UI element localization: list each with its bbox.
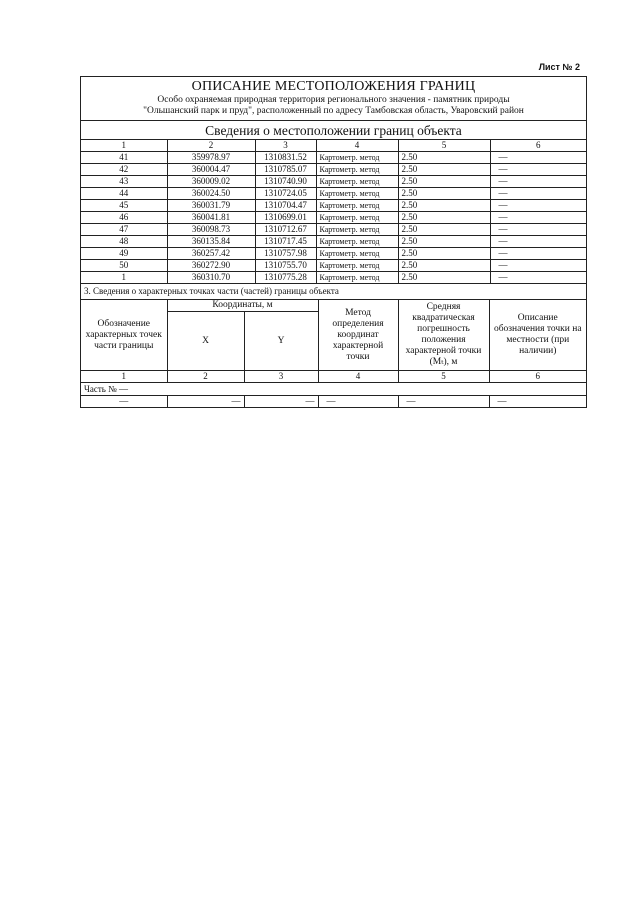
document-title: ОПИСАНИЕ МЕСТОПОЛОЖЕНИЯ ГРАНИЦ [191,79,476,94]
cell-n: 1 [81,272,167,284]
cell-error: 2.50 [398,272,490,284]
cell-y: 1310712.67 [255,224,316,236]
cell-error: 2.50 [398,224,490,236]
cell-n: 48 [81,236,167,248]
column-number: 3 [255,140,316,152]
column-number: 3 [244,371,318,383]
cell-error: 2.50 [398,188,490,200]
cell-y: 1310724.05 [255,188,316,200]
table-row [81,164,586,176]
header-method: Метод определения координат характерной точки [318,300,398,371]
part-label-row [81,383,586,396]
cell-n: 49 [81,248,167,260]
cell-error: 2.50 [398,212,490,224]
table-row [81,260,586,272]
empty-cell: — [167,396,244,408]
cell-error: 2.50 [398,164,490,176]
cell-x: 360135.84 [167,236,255,248]
title-block [81,77,586,121]
empty-cell: — [244,396,318,408]
cell-n: 46 [81,212,167,224]
cell-x: 360024.50 [167,188,255,200]
cell-error: 2.50 [398,236,490,248]
cell-n: 47 [81,224,167,236]
header-y: Y [244,312,318,371]
cell-y: 1310717.45 [255,236,316,248]
cell-n: 43 [81,176,167,188]
column-number: 2 [167,140,255,152]
cell-x: 360310.70 [167,272,255,284]
boundary-points-table [81,140,586,284]
table-row [81,212,586,224]
cell-y: 1310740.90 [255,176,316,188]
table-row [81,248,586,260]
empty-cell: — [81,396,167,408]
cell-y: 1310699.01 [255,212,316,224]
cell-y: 1310755.70 [255,260,316,272]
header-description: Описание обозначения точки на местности (при наличии) [489,300,586,371]
table-row [81,200,586,212]
table-row [81,152,586,164]
cell-y: 1310704.47 [255,200,316,212]
empty-cell: — [489,396,586,408]
cell-method: Картометр. метод [316,164,398,176]
table-row [81,224,586,236]
cell-desc: — [490,164,586,176]
header-x: X [167,312,244,371]
cell-desc: — [490,152,586,164]
empty-row [81,396,586,408]
cell-error: 2.50 [398,260,490,272]
cell-y: 1310785.07 [255,164,316,176]
column-number: 1 [81,371,167,383]
cell-method: Картометр. метод [316,176,398,188]
cell-method: Картометр. метод [316,188,398,200]
cell-method: Картометр. метод [316,200,398,212]
header-error: Средняя квадратическая погрешность положения характерной точки (Мₜ), м [398,300,489,371]
cell-method: Картометр. метод [316,152,398,164]
column-number: 4 [318,371,398,383]
column-number: 6 [489,371,586,383]
points-body [81,152,586,284]
column-number-row [81,371,586,383]
cell-y: 1310757.98 [255,248,316,260]
table-row [81,236,586,248]
header-row [81,300,586,312]
cell-error: 2.50 [398,176,490,188]
sheet-number: Лист № 2 [538,62,580,72]
table-row [81,176,586,188]
cell-error: 2.50 [398,200,490,212]
part-points-table [81,300,586,407]
section-title: Сведения о местоположении границ объекта [81,121,586,140]
table-row [81,272,586,284]
section3-title: 3. Сведения о характерных точках части (частей) границы объекта [81,284,586,300]
cell-y: 1310831.52 [255,152,316,164]
cell-n: 45 [81,200,167,212]
cell-method: Картометр. метод [316,212,398,224]
column-number: 2 [167,371,244,383]
cell-x: 360009.02 [167,176,255,188]
cell-desc: — [490,212,586,224]
column-number: 5 [398,371,489,383]
object-description-line2: "Ольшанский парк и пруд", расположенный по адресу Тамбовская область, Уваровский район [143,106,524,116]
column-number-row [81,140,586,152]
column-number: 6 [490,140,586,152]
cell-y: 1310775.28 [255,272,316,284]
cell-error: 2.50 [398,152,490,164]
cell-method: Картометр. метод [316,248,398,260]
cell-desc: — [490,260,586,272]
cell-x: 359978.97 [167,152,255,164]
boundary-description-form [80,76,587,408]
cell-x: 360272.90 [167,260,255,272]
cell-desc: — [490,200,586,212]
cell-x: 360098.73 [167,224,255,236]
cell-method: Картометр. метод [316,224,398,236]
column-number: 1 [81,140,167,152]
cell-method: Картометр. метод [316,272,398,284]
cell-desc: — [490,224,586,236]
cell-n: 41 [81,152,167,164]
column-number: 5 [398,140,490,152]
cell-desc: — [490,188,586,200]
cell-n: 44 [81,188,167,200]
header-coordinates: Координаты, м [167,300,318,312]
cell-x: 360031.79 [167,200,255,212]
cell-desc: — [490,236,586,248]
empty-cell: — [318,396,398,408]
part-label: Часть № — [81,383,586,396]
cell-error: 2.50 [398,248,490,260]
cell-desc: — [490,176,586,188]
header-designation: Обозначение характерных точек части границы [81,300,167,371]
cell-method: Картометр. метод [316,236,398,248]
column-number: 4 [316,140,398,152]
cell-desc: — [490,248,586,260]
cell-x: 360004.47 [167,164,255,176]
object-description-line1: Особо охраняемая природная территория регионального значения - памятник природы [157,95,510,105]
empty-cell: — [398,396,489,408]
cell-x: 360257.42 [167,248,255,260]
table-row [81,188,586,200]
cell-method: Картометр. метод [316,260,398,272]
cell-x: 360041.81 [167,212,255,224]
cell-n: 50 [81,260,167,272]
cell-desc: — [490,272,586,284]
cell-n: 42 [81,164,167,176]
